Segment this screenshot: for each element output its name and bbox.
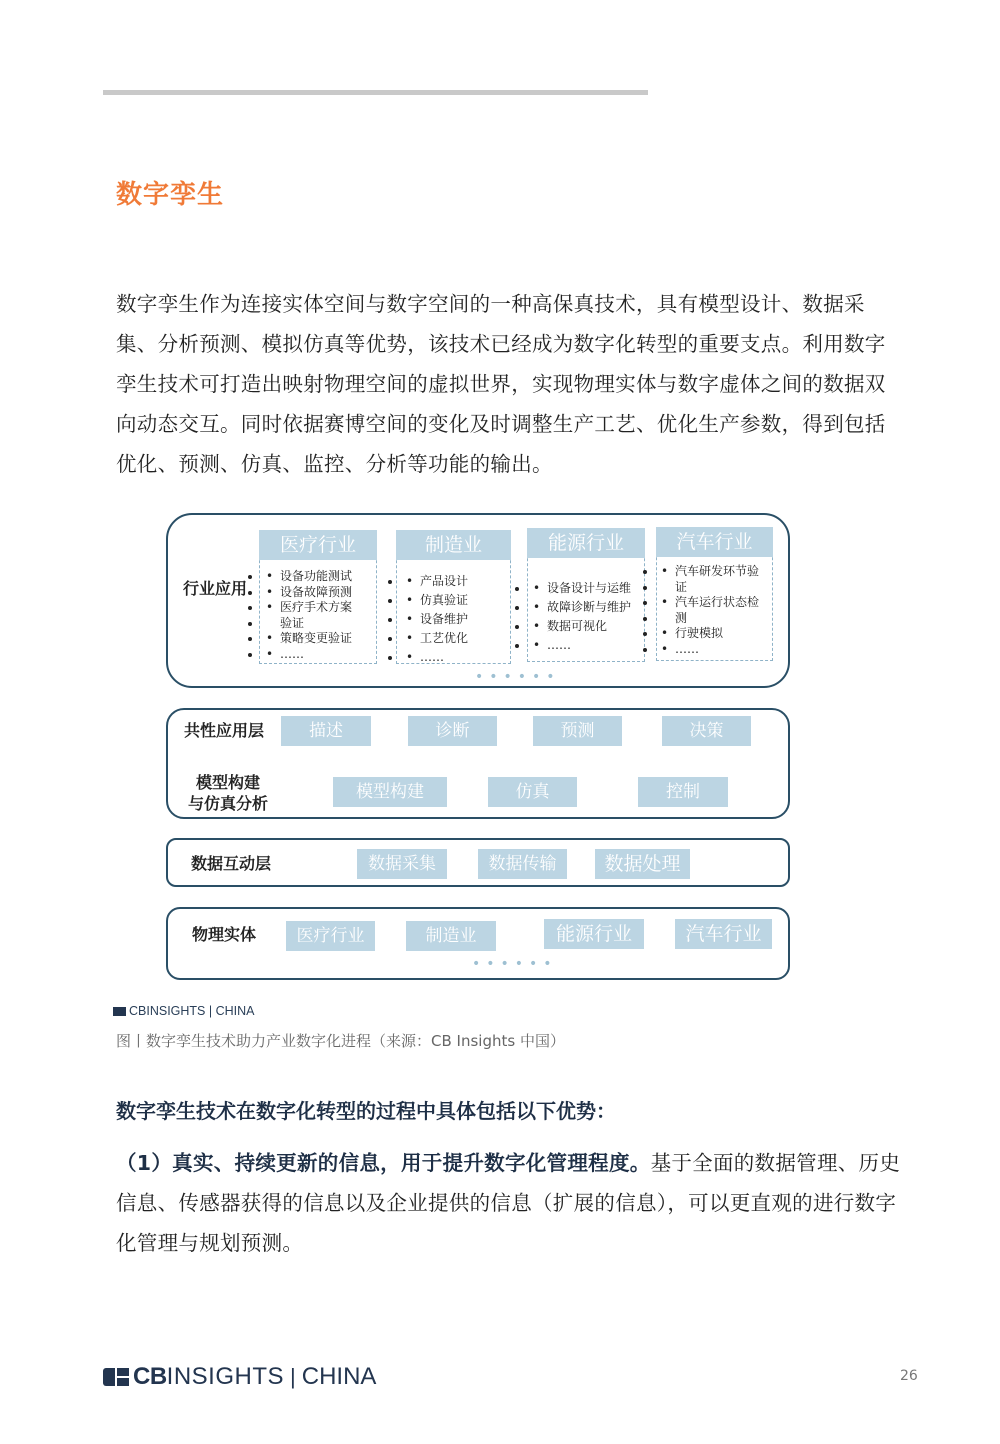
advantage-1-paragraph [116, 1143, 906, 1263]
list-item: • • 医疗手术方案 [262, 600, 377, 616]
chip-phys-manufacturing: 制造业 [406, 921, 496, 951]
footer-logo [103, 1362, 376, 1392]
chip-data-transfer: 数据传输 [478, 849, 567, 879]
source-logo: CBINSIGHTS | CHINA [113, 1004, 254, 1018]
chip-simulation: 仿真 [488, 777, 577, 807]
industry-column-list [657, 564, 773, 657]
chip-predict: 预测 [533, 716, 622, 746]
list-item: • • 设备维护 [402, 610, 510, 629]
list-item: • 测 [657, 611, 773, 627]
model-layer-label-line1: 模型构建 [195, 773, 260, 792]
chip-data-process: 数据处理 [595, 849, 690, 879]
chip-describe: 描述 [281, 716, 371, 746]
list-item: • • 设备设计与运维 [529, 579, 645, 598]
logo-insights-text: INSIGHTS [166, 1363, 285, 1390]
page-number: 26 [900, 1368, 918, 1384]
industry-column-list [402, 572, 510, 667]
list-item: • • …… [262, 647, 377, 663]
list-item: • • 产品设计 [402, 572, 510, 591]
industry-column-title: 能源行业 [527, 528, 645, 558]
industry-column-title: 医疗行业 [259, 530, 377, 560]
more-dots: •••••• [475, 669, 561, 685]
cb-logo-icon [113, 1007, 126, 1016]
list-item: • • …… [657, 642, 773, 658]
figure-caption: 图丨数字孪生技术助力产业数字化进程（来源：CB Insights 中国） [116, 1032, 565, 1050]
list-item: • 验证 [262, 616, 377, 632]
intro-paragraph: 数字孪生作为连接实体空间与数字空间的一种高保真技术，具有模型设计、数据采集、分析预测、模拟仿真等优势，该技术已经成为数字化转型的重要支点。利用数字孪生技术可打造出映射物理空间的虚拟世界，实现物理实体与数字虚体之间的数据双向动态交互。同时依据赛博空间的变化及时调整生产工艺、优化生产参数，得到包括优化、预测、仿真、监控、分析等功能的输出。 [116, 292, 886, 476]
industry-app-label: 行业应用 [182, 579, 247, 598]
logo-china-text: CHINA [301, 1363, 377, 1390]
common-layer-label: 共性应用层 [183, 721, 264, 740]
list-item: • • 策略变更验证 [262, 631, 377, 647]
data-layer-label: 数据互动层 [190, 854, 271, 873]
list-item: • • 仿真验证 [402, 591, 510, 610]
chip-data-collect: 数据采集 [357, 849, 447, 879]
list-item: • • 故障诊断与维护 [529, 598, 645, 617]
section-title: 数字孪生 [116, 180, 225, 210]
list-item: • • 汽车运行状态检 [657, 595, 773, 611]
list-item: • • 工艺优化 [402, 629, 510, 648]
top-divider [103, 90, 648, 95]
physical-layer-label: 物理实体 [191, 925, 256, 944]
list-item: • • 数据可视化 [529, 617, 645, 636]
chip-phys-medical: 医疗行业 [286, 921, 375, 951]
chip-decide: 决策 [662, 716, 751, 746]
chip-phys-energy: 能源行业 [544, 919, 644, 949]
industry-column-title: 汽车行业 [656, 527, 773, 557]
chip-control: 控制 [638, 777, 728, 807]
logo-cb-text: CB [133, 1363, 167, 1390]
chip-diagnose: 诊断 [408, 716, 497, 746]
cb-logo-icon [103, 1368, 129, 1386]
list-item: • 证 [657, 580, 773, 596]
chip-phys-auto: 汽车行业 [675, 919, 772, 949]
industry-column-list [529, 579, 645, 655]
list-item: • • …… [402, 648, 510, 667]
list-item: • • 设备故障预测 [262, 585, 377, 601]
list-item: • • 汽车研发环节验 [657, 564, 773, 580]
advantages-heading: 数字孪生技术在数字化转型的过程中具体包括以下优势： [116, 1099, 616, 1123]
chip-model-build: 模型构建 [333, 777, 447, 807]
model-layer-label-line2: 与仿真分析 [187, 794, 268, 813]
model-layer-label [176, 772, 280, 814]
industry-column-list [262, 569, 377, 662]
logo-separator: | [290, 1364, 296, 1389]
list-item: • • 设备功能测试 [262, 569, 377, 585]
list-item: • • 行驶模拟 [657, 626, 773, 642]
advantage-1-body: 基于全面的数据管理、历史信息、传感器获得的信息以及企业提供的信息（扩展的信息），可以更直观的进行数字化管理与规划预测。 [116, 1151, 901, 1255]
advantage-1-lead: （1）真实、持续更新的信息，用于提升数字化管理程度。 [116, 1151, 651, 1175]
more-dots: •••••• [472, 956, 558, 972]
list-item: • • …… [529, 636, 645, 655]
industry-column-title: 制造业 [396, 530, 511, 560]
